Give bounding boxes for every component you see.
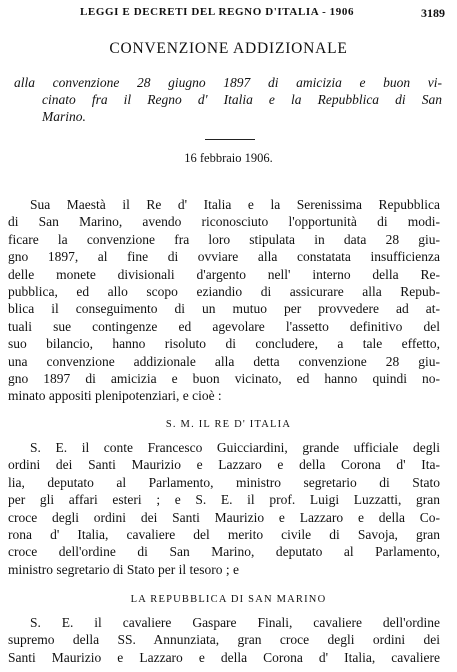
preamble-paragraph [8, 196, 440, 405]
text-line: S. E. il conte Francesco Guicciardini, grande ufficiale degli [30, 440, 440, 455]
text-line: tuali sue contingenze ed agevolare l'assetto definitivo del [8, 318, 440, 334]
text-line: S. E. il cavaliere Gaspare Finali, cavaliere dell'ordine [30, 615, 440, 630]
text-line: Sua Maestà il Re d' Italia e la Serenissima Repubblica [30, 197, 440, 212]
text-line: minato appositi plenipotenziari, e cioè : [8, 388, 222, 404]
subtitle-line: alla convenzione 28 giugno 1897 di amicizia e buon vi- [14, 75, 442, 90]
text-line: suo bilancio, hanno risoluto di concludere, a tale effetto, [8, 336, 440, 352]
document-title: CONVENZIONE ADDIZIONALE [109, 40, 348, 57]
running-header [80, 6, 445, 20]
text-line: pubblica, ed allo scopo eziandio di assicurare alla Repub- [8, 284, 440, 300]
text-line: lia, deputato al Parlamento, ministro segretario di Stato [8, 474, 440, 490]
text-line: Santi Maurizio e Lazzaro e della Corona d' Italia, cavaliere [8, 649, 440, 665]
section-heading-italy: S. M. IL RE D' ITALIA [165, 419, 292, 430]
san-marino-plenipotentiaries-paragraph [8, 614, 440, 666]
text-line: ministro segretario di Stato per il tesoro ; e [8, 561, 239, 577]
text-line: supremo della SS. Annunziata, gran croce degli ordini dei [8, 632, 440, 648]
text-line: una convenzione addizionale alla detta convenzione 28 giu- [8, 353, 440, 369]
document-subtitle [12, 74, 442, 125]
text-line: ordini dei Santi Maurizio e Lazzaro e della Corona d' Ita- [8, 457, 440, 473]
text-line: blica il conseguimento di un mutuo per provvedere ad at- [8, 301, 440, 317]
subtitle-line: Marino. [42, 109, 86, 124]
text-line: croce degli ordini dei Santi Maurizio e Lazzaro e della Co- [8, 509, 440, 525]
text-line: croce dell'ordine di San Marino, deputato al Parlamento, [8, 544, 440, 560]
text-line: ficare la convenzione fra loro stipulata in data 28 giu- [8, 231, 440, 247]
text-line: gno 1897, al fine di ovviare alla constatata insufficienza [8, 249, 440, 265]
separator-rule [205, 139, 255, 140]
document-date: 16 febbraio 1906. [184, 151, 273, 165]
subtitle-line: cinato fra il Regno d' Italia e la Repubblica di San [42, 92, 442, 107]
page-number: 3189 [421, 6, 445, 20]
text-line: rona d' Italia, cavaliere del merito civile di Savoja, gran [8, 527, 440, 543]
text-line: per gli affari esteri ; e S. E. il prof. Luigi Luzzatti, gran [8, 492, 440, 508]
text-line: gno 1897 di amicizia e buon vicinato, ed hanno quindi no- [8, 371, 440, 387]
text-line: delle monete divisionali d'argento nell' interno della Re- [8, 266, 440, 282]
text-line: di San Marino, avendo riconosciuto l'opportunità di modi- [8, 214, 440, 230]
running-title: LEGGI E DECRETI DEL REGNO D'ITALIA - 1906 [80, 6, 355, 18]
italy-plenipotentiaries-paragraph [8, 439, 440, 578]
section-heading-san-marino: LA REPUBBLICA DI SAN MARINO [130, 594, 327, 605]
